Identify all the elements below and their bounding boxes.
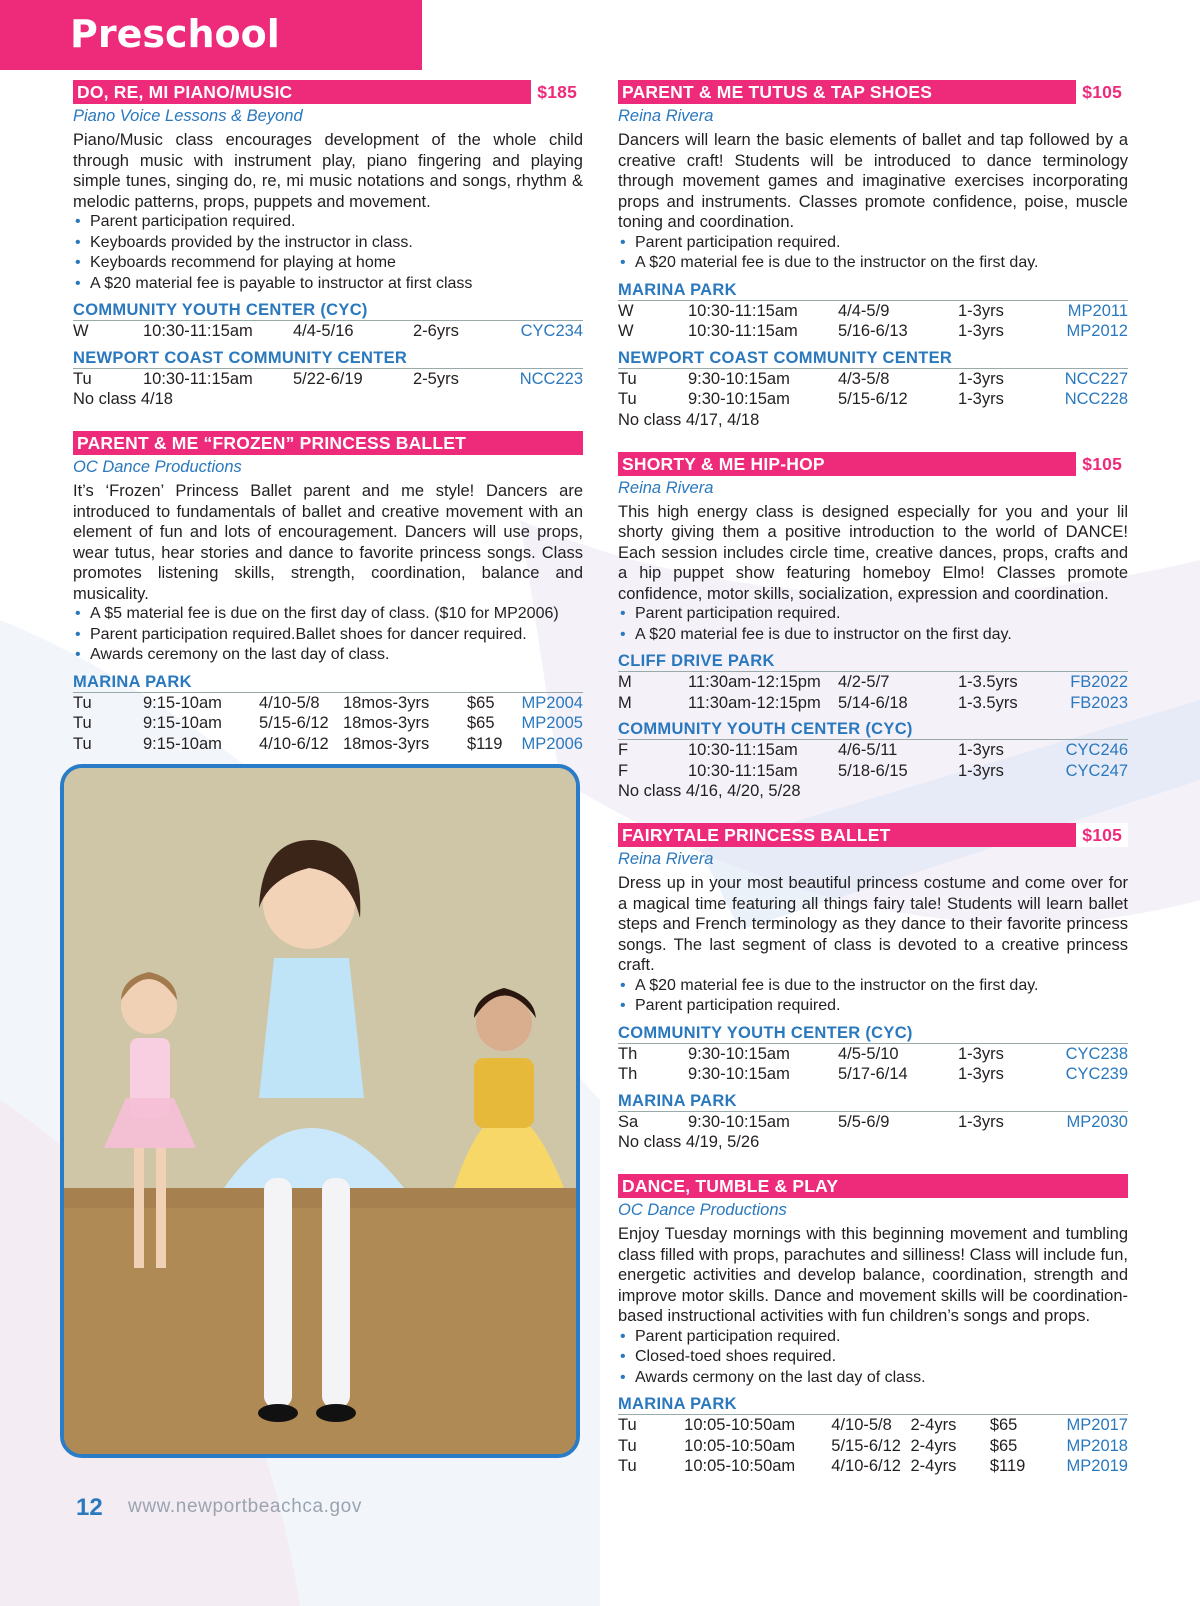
instructor-name: Reina Rivera (618, 107, 714, 125)
course-code[interactable]: NCC228 (1064, 390, 1128, 408)
schedule-time: 11:30am-12:15pm (688, 693, 821, 712)
schedule-dates: 5/16-6/13 (838, 322, 908, 340)
page-header (0, 0, 422, 70)
schedule-row (73, 734, 583, 755)
class-title: PARENT & ME TUTUS & TAP SHOES (622, 82, 933, 102)
class-title: PARENT & ME “FROZEN” PRINCESS BALLET (77, 433, 466, 453)
schedule-ages: 1-3.5yrs (958, 693, 1018, 712)
instructor-name: Reina Rivera (618, 850, 714, 868)
class-title-bar (618, 1174, 1128, 1198)
class-price: $105 (1076, 452, 1128, 476)
schedule-table (73, 369, 583, 390)
requirement-item: • Parent participation required.Ballet shoes for dancer required. (73, 625, 583, 646)
schedule-ages: 1-3.5yrs (958, 673, 1018, 691)
schedule-day: Tu (73, 714, 92, 732)
schedule-row (73, 369, 583, 390)
schedule-day: Tu (618, 1457, 637, 1475)
schedule-ages: 18mos-3yrs (343, 714, 430, 732)
course-code[interactable]: CYC234 (520, 322, 583, 340)
class-title-bar (618, 452, 1128, 476)
requirement-item: • A $20 material fee is due to instructor on the first day. (618, 625, 1128, 646)
schedule-time: 9:30-10:15am (688, 390, 790, 408)
website-link[interactable]: www.newportbeachca.gov (128, 1496, 362, 1517)
right-column (618, 80, 1128, 1499)
schedule-day: Tu (618, 1436, 637, 1455)
schedule-time: 9:15-10am (143, 714, 222, 732)
course-code[interactable]: MP2005 (521, 714, 583, 732)
schedule-table (618, 672, 1128, 713)
class-title-bar (73, 80, 583, 104)
course-code[interactable]: MP2012 (1066, 322, 1128, 340)
class-requirements (73, 212, 583, 294)
schedule-row (73, 693, 583, 714)
schedule-ages: 1-3yrs (958, 301, 1004, 320)
course-code[interactable]: MP2030 (1066, 1112, 1128, 1131)
class-description: It’s ‘Frozen’ Princess Ballet parent and me style! Dancers are introduced to fundamentals of ballet and creative movement with an element of fun and lots of encouragement. Dancers will use props, wear tutus, hear stories and dance to favorite princess songs. Class promotes listening skills, strength, coordination, balance and musicality. (73, 482, 583, 603)
schedule-fee: $119 (467, 734, 503, 753)
schedule-day: Sa (618, 1112, 639, 1131)
schedule-day: Th (618, 1065, 638, 1083)
location-name: MARINA PARK (618, 1394, 1128, 1415)
schedule-dates: 5/18-6/15 (838, 761, 908, 780)
schedule-dates: 5/15-6/12 (831, 1436, 901, 1455)
location-name: CLIFF DRIVE PARK (618, 651, 1128, 672)
schedule-ages: 1-3yrs (958, 1044, 1004, 1063)
schedule-table (618, 369, 1128, 410)
schedule-dates: 4/10-6/12 (259, 734, 329, 753)
schedule-row (618, 672, 1128, 693)
photo-illustration (64, 768, 576, 1454)
schedule-time: 9:30-10:15am (688, 1044, 790, 1063)
location-name: NEWPORT COAST COMMUNITY CENTER (618, 348, 1128, 369)
schedule-table (618, 1415, 1128, 1477)
schedule-ages: 2-4yrs (910, 1457, 957, 1475)
schedule-fee: $65 (989, 1436, 1018, 1455)
class-price: $185 (531, 80, 583, 104)
schedule-day: W (73, 322, 89, 340)
schedule-dates: 4/10-5/8 (831, 1416, 892, 1434)
instructor-name: OC Dance Productions (73, 458, 242, 476)
requirement-item: • Parent participation required. (618, 996, 1128, 1017)
schedule-ages: 2-4yrs (910, 1436, 957, 1455)
course-code[interactable]: MP2017 (1066, 1416, 1128, 1434)
schedule-row (618, 321, 1128, 342)
class-description: Dress up in your most beautiful princess costume and come over for a magical time featuring all things fairy tale! Students will learn ballet steps and French terminology as they dance to their favorite princess songs. The last segment of class is devoted to a creative princess craft. (618, 874, 1128, 974)
schedule-ages: 2-5yrs (413, 369, 459, 388)
schedule-ages: 1-3yrs (958, 1065, 1004, 1083)
schedule-ages: 18mos-3yrs (343, 734, 430, 753)
requirement-item: • Parent participation required. (73, 212, 583, 233)
class-title-bar (618, 80, 1128, 104)
schedule-time: 9:30-10:15am (688, 369, 790, 388)
course-code[interactable]: MP2004 (521, 693, 583, 712)
class-requirements (618, 604, 1128, 645)
requirement-item: • Parent participation required. (618, 1327, 1128, 1348)
schedule-row (618, 1436, 1128, 1457)
schedule-table (618, 1044, 1128, 1085)
schedule-time: 10:05-10:50am (684, 1416, 796, 1434)
course-code[interactable]: MP2019 (1066, 1457, 1128, 1475)
schedule-day: Tu (618, 390, 637, 408)
schedule-dates: 5/5-6/9 (838, 1112, 890, 1131)
schedule-row (618, 1064, 1128, 1085)
schedule-dates: 4/4-5/16 (293, 322, 354, 340)
page-number: 12 (76, 1494, 103, 1521)
schedule-time: 10:30-11:15am (688, 322, 798, 340)
requirement-item: • Keyboards recommend for playing at home (73, 253, 583, 274)
schedule-dates: 4/5-5/10 (838, 1044, 899, 1063)
children-ballet-photo (60, 764, 580, 1458)
schedule-day: Th (618, 1044, 638, 1063)
no-class-note: No class 4/16, 4/20, 5/28 (618, 782, 801, 800)
schedule-row (618, 1415, 1128, 1436)
requirement-item: • Keyboards provided by the instructor in class. (73, 233, 583, 254)
schedule-row (618, 1044, 1128, 1065)
schedule-day: F (618, 741, 629, 759)
schedule-row (618, 693, 1128, 714)
schedule-fee: $119 (989, 1457, 1026, 1475)
schedule-row (618, 369, 1128, 390)
course-code[interactable]: CYC246 (1065, 741, 1128, 759)
schedule-dates: 5/15-6/12 (838, 390, 908, 408)
course-code[interactable]: MP2006 (521, 734, 583, 753)
schedule-time: 10:05-10:50am (684, 1457, 796, 1475)
class-section (618, 452, 1128, 802)
schedule-dates: 4/10-5/8 (259, 693, 320, 712)
schedule-time: 10:30-11:15am (688, 301, 798, 320)
course-code[interactable]: MP2018 (1066, 1436, 1128, 1455)
requirement-item: • Awards ceremony on the last day of class. (73, 645, 583, 666)
instructor-name: Reina Rivera (618, 478, 714, 497)
requirement-item: • Parent participation required. (618, 604, 1128, 625)
schedule-ages: 1-3yrs (958, 761, 1004, 780)
schedule-table (618, 301, 1128, 342)
location-name: COMMUNITY YOUTH CENTER (CYC) (618, 1023, 1128, 1044)
schedule-fee: $65 (467, 693, 495, 712)
schedule-day: W (618, 301, 634, 320)
class-price: $105 (1076, 80, 1128, 104)
schedule-day: M (618, 693, 632, 712)
class-description: Piano/Music class encourages development of the whole child through music with instrument play, piano fingering and playing simple tunes, singing do, re, mi music notations and songs, rhythm & melodic patterns, props, puppets and movement. (73, 131, 583, 211)
course-code[interactable]: CYC238 (1065, 1044, 1128, 1063)
location-name: MARINA PARK (618, 280, 1128, 301)
requirement-item: • Parent participation required. (618, 233, 1128, 254)
requirement-item: • A $20 material fee is due to the instructor on the first day. (618, 253, 1128, 274)
schedule-row (73, 713, 583, 734)
class-requirements (618, 233, 1128, 274)
class-section (73, 80, 583, 409)
schedule-time: 9:15-10am (143, 693, 222, 712)
page-title: Preschool (70, 12, 280, 56)
course-code[interactable]: FB2023 (1070, 693, 1128, 712)
schedule-day: Tu (73, 693, 92, 712)
class-section (618, 823, 1128, 1152)
course-code[interactable]: NCC223 (519, 369, 583, 388)
schedule-table (73, 321, 583, 342)
requirement-item: • Closed-toed shoes required. (618, 1347, 1128, 1368)
schedule-day: F (618, 761, 629, 780)
instructor-name: Piano Voice Lessons & Beyond (73, 107, 303, 125)
schedule-row (618, 761, 1128, 782)
schedule-ages: 1-3yrs (958, 390, 1004, 408)
schedule-day: Tu (618, 369, 637, 388)
class-requirements (618, 1327, 1128, 1389)
schedule-fee: $65 (989, 1416, 1018, 1434)
schedule-dates: 5/15-6/12 (259, 714, 329, 732)
schedule-time: 10:05-10:50am (684, 1436, 796, 1455)
schedule-table (73, 693, 583, 755)
class-section (73, 431, 583, 754)
schedule-table (618, 740, 1128, 781)
left-column (73, 80, 583, 776)
course-code[interactable]: CYC247 (1065, 761, 1128, 780)
instructor-name: OC Dance Productions (618, 1201, 787, 1219)
schedule-time: 10:30-11:15am (143, 322, 253, 340)
class-title: FAIRYTALE PRINCESS BALLET (622, 825, 891, 845)
schedule-time: 10:30-11:15am (143, 369, 253, 388)
course-code[interactable]: FB2022 (1070, 673, 1128, 691)
class-section (618, 80, 1128, 430)
course-code[interactable]: CYC239 (1065, 1065, 1128, 1083)
schedule-row (73, 321, 583, 342)
location-name: COMMUNITY YOUTH CENTER (CYC) (618, 719, 1128, 740)
course-code[interactable]: MP2011 (1067, 301, 1128, 320)
schedule-time: 10:30-11:15am (688, 761, 798, 780)
schedule-day: Tu (618, 1416, 637, 1434)
schedule-row (618, 740, 1128, 761)
location-name: MARINA PARK (73, 672, 583, 693)
schedule-time: 9:15-10am (143, 734, 222, 753)
location-name: MARINA PARK (618, 1091, 1128, 1112)
class-title: SHORTY & ME HIP-HOP (622, 453, 825, 474)
class-description: Dancers will learn the basic elements of ballet and tap followed by a creative craft! Students will be introduced to dance terminology through movement games and imaginative exercises incorporating props and instruments. Classes promote confidence, poise, muscle toning and coordination. (618, 131, 1128, 231)
schedule-day: Tu (73, 369, 92, 388)
schedule-ages: 1-3yrs (958, 1112, 1004, 1131)
schedule-ages: 1-3yrs (958, 741, 1004, 759)
schedule-ages: 1-3yrs (958, 322, 1004, 340)
class-requirements (73, 604, 583, 666)
schedule-dates: 4/2-5/7 (838, 673, 890, 691)
class-requirements (618, 976, 1128, 1017)
class-description: This high energy class is designed especially for you and your lil shorty giving them a positive introduction to the world of DANCE! Each session includes circle time, creative dances, props, crafts and a hip puppet show featuring homeboy Elmo! Classes promote confidence, motor skills, socialization, expression and coordination. (618, 502, 1128, 603)
schedule-row (618, 301, 1128, 322)
schedule-ages: 2-6yrs (413, 322, 459, 340)
class-description: Enjoy Tuesday mornings with this beginning movement and tumbling class filled with props, parachutes and silliness! Class will include fun, energetic activities and develop balance, coordination, strength and improve motor skills. Dance and movement skills will be coordination-based instructional activities with fun children’s songs and props. (618, 1225, 1128, 1325)
schedule-dates: 5/14-6/18 (838, 693, 908, 712)
schedule-day: W (618, 322, 634, 340)
no-class-note: No class 4/19, 5/26 (618, 1133, 760, 1151)
schedule-row (618, 1456, 1128, 1477)
schedule-ages: 2-4yrs (910, 1416, 957, 1434)
class-title: DANCE, TUMBLE & PLAY (622, 1176, 839, 1196)
schedule-time: 9:30-10:15am (688, 1112, 790, 1131)
schedule-dates: 5/22-6/19 (293, 369, 363, 388)
schedule-dates: 5/17-6/14 (838, 1065, 908, 1083)
schedule-dates: 4/10-6/12 (831, 1457, 901, 1475)
schedule-row (618, 389, 1128, 410)
schedule-dates: 4/6-5/11 (838, 741, 898, 759)
schedule-dates: 4/4-5/9 (838, 301, 890, 320)
location-name: COMMUNITY YOUTH CENTER (CYC) (73, 300, 583, 321)
schedule-time: 11:30am-12:15pm (688, 673, 821, 691)
no-class-note: No class 4/17, 4/18 (618, 410, 760, 429)
class-title-bar (73, 431, 583, 455)
requirement-item: • A $5 material fee is due on the first day of class. ($10 for MP2006) (73, 604, 583, 625)
schedule-time: 10:30-11:15am (688, 741, 798, 759)
class-title: DO, RE, MI PIANO/MUSIC (77, 82, 293, 102)
course-code[interactable]: NCC227 (1064, 369, 1128, 388)
requirement-item: • A $20 material fee is payable to instructor at first class (73, 274, 583, 295)
class-price: $105 (1076, 823, 1128, 847)
schedule-day: Tu (73, 734, 92, 753)
requirement-item: • A $20 material fee is due to the instructor on the first day. (618, 976, 1128, 997)
schedule-row (618, 1112, 1128, 1133)
schedule-fee: $65 (467, 714, 495, 732)
schedule-time: 9:30-10:15am (688, 1065, 790, 1083)
schedule-table (618, 1112, 1128, 1133)
schedule-ages: 18mos-3yrs (343, 693, 430, 712)
no-class-note: No class 4/18 (73, 390, 173, 408)
schedule-dates: 4/3-5/8 (838, 369, 890, 388)
class-section (618, 1174, 1128, 1477)
schedule-day: M (618, 673, 632, 691)
location-name: NEWPORT COAST COMMUNITY CENTER (73, 348, 583, 369)
schedule-ages: 1-3yrs (958, 369, 1004, 388)
class-title-bar (618, 823, 1128, 847)
requirement-item: • Awards cermony on the last day of class. (618, 1368, 1128, 1389)
